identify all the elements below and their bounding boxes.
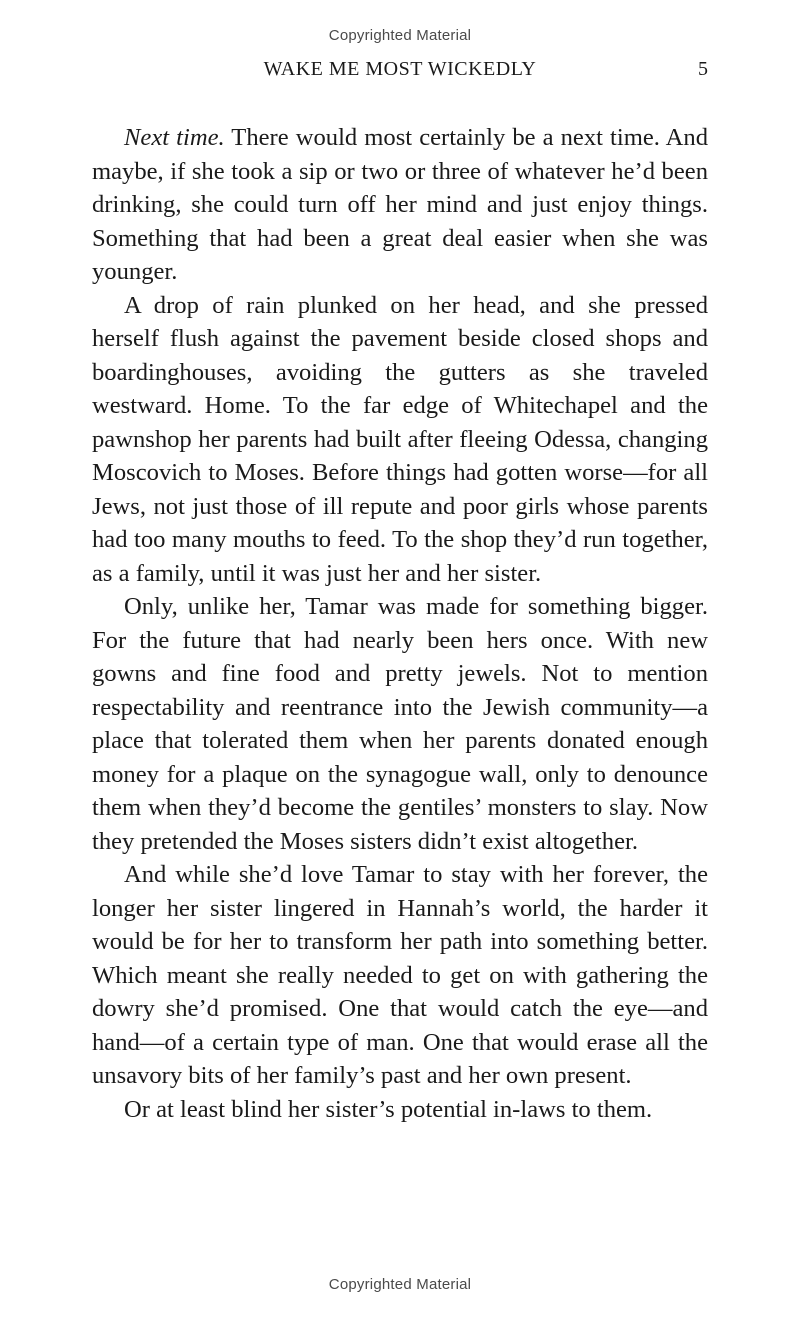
book-title: WAKE ME MOST WICKEDLY xyxy=(263,58,537,80)
page-number: 5 xyxy=(698,58,708,80)
running-head xyxy=(92,58,708,86)
body-text xyxy=(92,121,708,1126)
copyright-watermark-bottom: Copyrighted Material xyxy=(328,1276,472,1293)
paragraph-2: A drop of rain plunked on her head, and she pressed herself flush against the pavement beside closed shops and boardinghouses, avoiding the gutters as she traveled westward. Home. To the far edge of Whitechapel and the pawnshop her parents had built after fleeing Odessa, changing Moscovich to Moses. Before things had gotten worse—for all Jews, not just those of ill repute and poor girls whose parents had too many mouths to feed. To the shop they’d run together, as a family, until it was just her and her sister. xyxy=(92,291,708,587)
paragraph-5: Or at least blind her sister’s potential in-laws to them. xyxy=(124,1095,653,1123)
paragraph-1 xyxy=(92,121,708,289)
paragraph-4: And while she’d love Tamar to stay with her forever, the longer her sister lingered in Hannah’s world, the harder it would be for her to transform her path into something better. Which meant she really needed to get on with gathering the dowry she’d promised. One that would catch the eye—and hand—of a certain type of man. One that would erase all the unsavory bits of her family’s past and her own present. xyxy=(92,861,708,1089)
paragraph-1-emphasis: Next time. xyxy=(124,124,225,151)
paragraph-3: Only, unlike her, Tamar was made for something bigger. For the future that had nearly been hers once. With new gowns and fine food and pretty jewels. Not to mention respectability and reentrance into the Jewish community—a place that tolerated them when her parents donated enough money for a plaque on the synagogue wall, only to denounce them when they’d become the gentiles’ monsters to slay. Now they pretended the Moses sisters didn’t exist altogether. xyxy=(92,593,708,855)
copyright-watermark-top: Copyrighted Material xyxy=(328,27,472,44)
paragraph-1-text: There would most certainly be a next time. And maybe, if she took a sip or two or three of whatever he’d been drinking, she could turn off her mind and just enjoy things. Something that had been a great deal easier when she was younger. xyxy=(92,124,708,285)
